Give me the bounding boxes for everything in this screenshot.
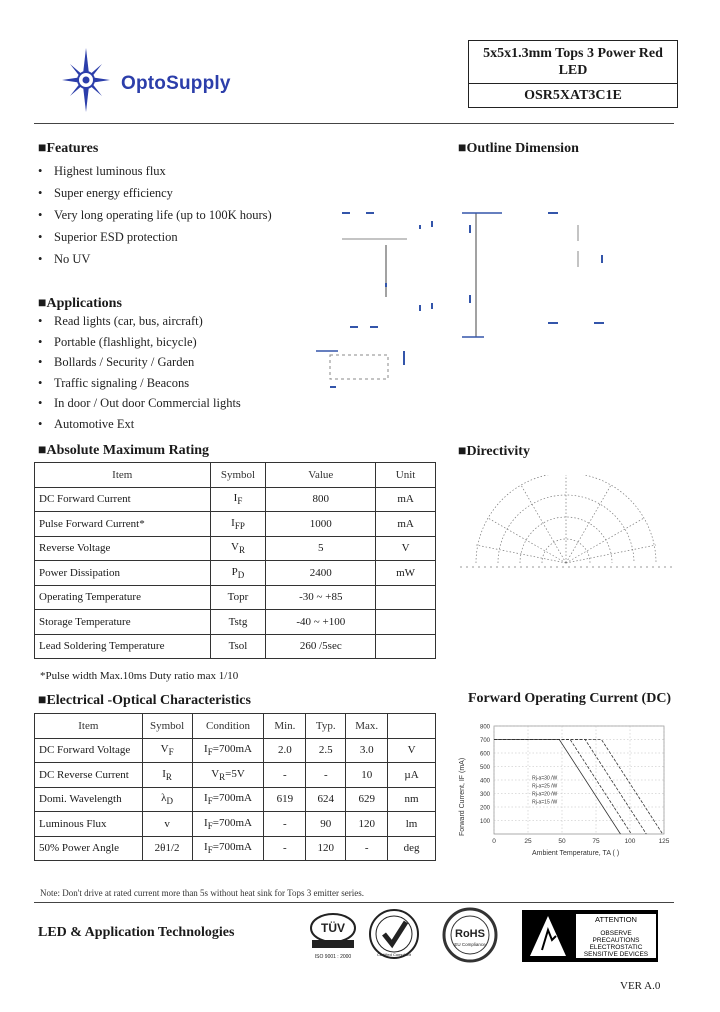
y-tick-label: 100 [479, 819, 490, 825]
attention-title: ATTENTION [595, 915, 637, 924]
table-row [35, 763, 436, 788]
cell-max: 629 [346, 787, 388, 812]
x-tick-label: 25 [524, 838, 532, 845]
cell-value: -40 ~ +100 [266, 610, 376, 635]
table-row [35, 787, 436, 812]
application-item: • Traffic signaling / Beacons [38, 375, 190, 390]
cell-unit: µA [388, 763, 436, 788]
rohs-logo-text: RoHS [455, 928, 485, 940]
col-symbol: Symbol [210, 463, 266, 488]
title-line-1: 5x5x1.3mm Tops 3 Power Red [483, 46, 663, 61]
cell-item: Domi. Wavelength [35, 787, 143, 812]
cell-min: - [264, 763, 306, 788]
company-name: LED & Application Technologies [38, 925, 235, 940]
eo-heading: ■Electrical -Optical Characteristics [38, 693, 251, 708]
col-condition: Condition [192, 714, 264, 739]
table-row [35, 487, 436, 512]
table-row [35, 738, 436, 763]
cell-unit [376, 634, 436, 659]
tuv-iso-text: ISO 9001 : 2000 [314, 954, 352, 960]
cell-item: DC Reverse Current [35, 763, 143, 788]
cell-unit [376, 610, 436, 635]
cell-value: 2400 [266, 561, 376, 586]
cell-typ: 90 [306, 812, 346, 837]
optosupply-logo-icon [60, 48, 112, 112]
cell-min: 2.0 [264, 738, 306, 763]
x-tick-label: 50 [558, 838, 566, 845]
cell-value: 800 [266, 487, 376, 512]
col-value: Value [266, 463, 376, 488]
cell-max: 10 [346, 763, 388, 788]
y-tick-label: 400 [479, 778, 490, 785]
series-label: Rj-a=25 /W [532, 783, 558, 790]
series-line [494, 740, 646, 835]
forward-current-chart [450, 716, 680, 862]
outline-dimension-drawing [312, 205, 682, 395]
directivity-polar-diagram [456, 475, 676, 575]
applications-heading: ■Applications [38, 296, 122, 311]
part-number: OSR5XAT3C1E [469, 83, 677, 104]
col-unit [388, 714, 436, 739]
features-list [38, 164, 272, 274]
attention-line: ELECTROSTATIC [589, 944, 643, 951]
compliant-text: Certified Compliant [376, 952, 412, 957]
application-item: • Read lights (car, bus, aircraft) [38, 314, 203, 328]
cell-item: 50% Power Angle [35, 836, 143, 861]
cell-item: Reverse Voltage [35, 536, 211, 561]
table-row [35, 536, 436, 561]
header-divider [34, 123, 674, 124]
col-min: Min. [264, 714, 306, 739]
cell-value: -30 ~ +85 [266, 585, 376, 610]
table-row [35, 634, 436, 659]
cell-typ: 120 [306, 836, 346, 861]
cell-unit: mW [376, 561, 436, 586]
table-row [35, 610, 436, 635]
cell-condition: $I_F=700mA$ [192, 787, 264, 812]
application-item: • Portable (flashlight, bicycle) [38, 334, 197, 349]
y-tick-label: 700 [479, 738, 490, 744]
cell-item: Power Dissipation [35, 561, 211, 586]
cell-max: 120 [346, 812, 388, 837]
abs-max-note: *Pulse width Max.10ms Duty ratio max 1/10 [40, 670, 239, 682]
cell-condition: $I_F=700mA$ [192, 836, 264, 861]
application-item: • In door / Out door Commercial lights [38, 396, 241, 410]
y-tick-label: 300 [479, 792, 490, 798]
tuv-certification-logo [306, 910, 360, 962]
series-label: Rj-a=30 /W [532, 775, 558, 782]
directivity-heading: ■Directivity [458, 444, 530, 459]
cell-symbol: $I_R$ [142, 763, 192, 788]
attention-line: SENSITIVE DEVICES [583, 951, 649, 958]
x-tick-label: 125 [658, 838, 670, 845]
cell-unit: V [388, 738, 436, 763]
cell-unit: mA [376, 487, 436, 512]
cell-symbol: $I_{FP}$ [210, 512, 266, 537]
cell-unit: mA [376, 512, 436, 537]
cell-symbol: Tstg [210, 610, 266, 635]
cell-typ: 2.5 [306, 738, 346, 763]
cell-min: - [264, 812, 306, 837]
cell-symbol: Topr [210, 585, 266, 610]
cell-condition: $I_F=700mA$ [192, 812, 264, 837]
eo-table [34, 713, 436, 861]
attention-text-box [576, 914, 656, 958]
version-label: VER A.0 [620, 980, 661, 992]
table-row [35, 512, 436, 537]
cell-item: Pulse Forward Current* [35, 512, 211, 537]
col-item: Item [35, 714, 143, 739]
feature-item: • Very long operating life (up to 100K hours) [38, 208, 272, 222]
application-item: • Bollards / Security / Garden [38, 355, 195, 369]
tuv-logo-text: TÜV [321, 921, 345, 935]
cell-unit [376, 585, 436, 610]
title-box [468, 40, 678, 108]
cell-typ: 624 [306, 787, 346, 812]
cell-symbol: Tsol [210, 634, 266, 659]
cell-unit: nm [388, 787, 436, 812]
cell-item: DC Forward Voltage [35, 738, 143, 763]
series-label: Rj-a=20 /W [532, 791, 558, 798]
table-row [35, 585, 436, 610]
x-tick-label: 0 [492, 838, 496, 845]
cell-typ: - [306, 763, 346, 788]
outline-heading: ■Outline Dimension [458, 141, 579, 156]
col-unit: Unit [376, 463, 436, 488]
y-tick-label: 600 [479, 751, 490, 758]
rohs-logo [438, 906, 502, 964]
eo-note: Note: Don't drive at rated current more than 5s without heat sink for Tops 3 emitter series. [40, 888, 364, 898]
compliance-seal-icon [368, 908, 420, 960]
feature-item: • Highest luminous flux [38, 164, 166, 178]
cell-unit: deg [388, 836, 436, 861]
cell-max: - [346, 836, 388, 861]
chart-xlabel: Ambient Temperature, TA ( ) [532, 850, 620, 857]
applications-list [38, 314, 241, 437]
col-item: Item [35, 463, 211, 488]
cell-value: 260 /5sec [266, 634, 376, 659]
cell-condition: $I_F=700mA$ [192, 738, 264, 763]
cell-item: Operating Temperature [35, 585, 211, 610]
cell-symbol: $\lambda_D$ [142, 787, 192, 812]
cell-symbol: $I_F$ [210, 487, 266, 512]
cell-max: 3.0 [346, 738, 388, 763]
footer-divider [34, 902, 674, 903]
cell-condition: $V_R=5V$ [192, 763, 264, 788]
cell-unit: V [376, 536, 436, 561]
cell-symbol: 2θ1/2 [142, 836, 192, 861]
cell-unit: lm [388, 812, 436, 837]
cell-symbol: v [142, 812, 192, 837]
abs-max-header-row [35, 463, 436, 488]
cell-value: 5 [266, 536, 376, 561]
application-item: • Automotive Ext [38, 416, 135, 431]
cell-symbol: $V_F$ [142, 738, 192, 763]
x-tick-label: 100 [624, 838, 636, 845]
cell-item: DC Forward Current [35, 487, 211, 512]
title-line-2: LED [558, 63, 588, 78]
cell-value: 1000 [266, 512, 376, 537]
esd-warning-icon [528, 914, 568, 958]
chart-title: Forward Operating Current (DC) [468, 691, 672, 706]
col-typ: Typ. [306, 714, 346, 739]
col-max: Max. [346, 714, 388, 739]
y-tick-label: 200 [479, 805, 490, 812]
features-heading: ■Features [38, 141, 99, 156]
table-row [35, 561, 436, 586]
feature-item: • Super energy efficiency [38, 186, 173, 200]
eo-header-row [35, 714, 436, 739]
brand-name: OptoSupply [121, 73, 231, 94]
series-label: Rj-a=15 /W [532, 799, 558, 806]
cell-item: Storage Temperature [35, 610, 211, 635]
feature-item: • Superior ESD protection [38, 230, 178, 244]
attention-line: OBSERVE PRECAUTIONS [592, 930, 640, 944]
abs-max-heading: ■Absolute Maximum Rating [38, 443, 210, 458]
y-tick-label: 800 [479, 724, 490, 731]
cell-symbol: $P_D$ [210, 561, 266, 586]
chart-grid [494, 726, 664, 834]
cell-min: 619 [264, 787, 306, 812]
table-row [35, 836, 436, 861]
y-tick-label: 500 [479, 765, 490, 771]
cell-item: Luminous Flux [35, 812, 143, 837]
chart-ylabel: Forward Current, IF (mA) [459, 757, 466, 836]
esd-attention-label [522, 910, 658, 962]
table-row [35, 812, 436, 837]
col-symbol: Symbol [142, 714, 192, 739]
cell-min: - [264, 836, 306, 861]
cell-item: Lead Soldering Temperature [35, 634, 211, 659]
rohs-sub-text: EU Compliance [454, 942, 486, 947]
abs-max-table [34, 462, 436, 659]
x-tick-label: 75 [592, 838, 600, 845]
feature-item: • No UV [38, 252, 91, 266]
chart-series [494, 740, 663, 835]
cell-symbol: $V_R$ [210, 536, 266, 561]
